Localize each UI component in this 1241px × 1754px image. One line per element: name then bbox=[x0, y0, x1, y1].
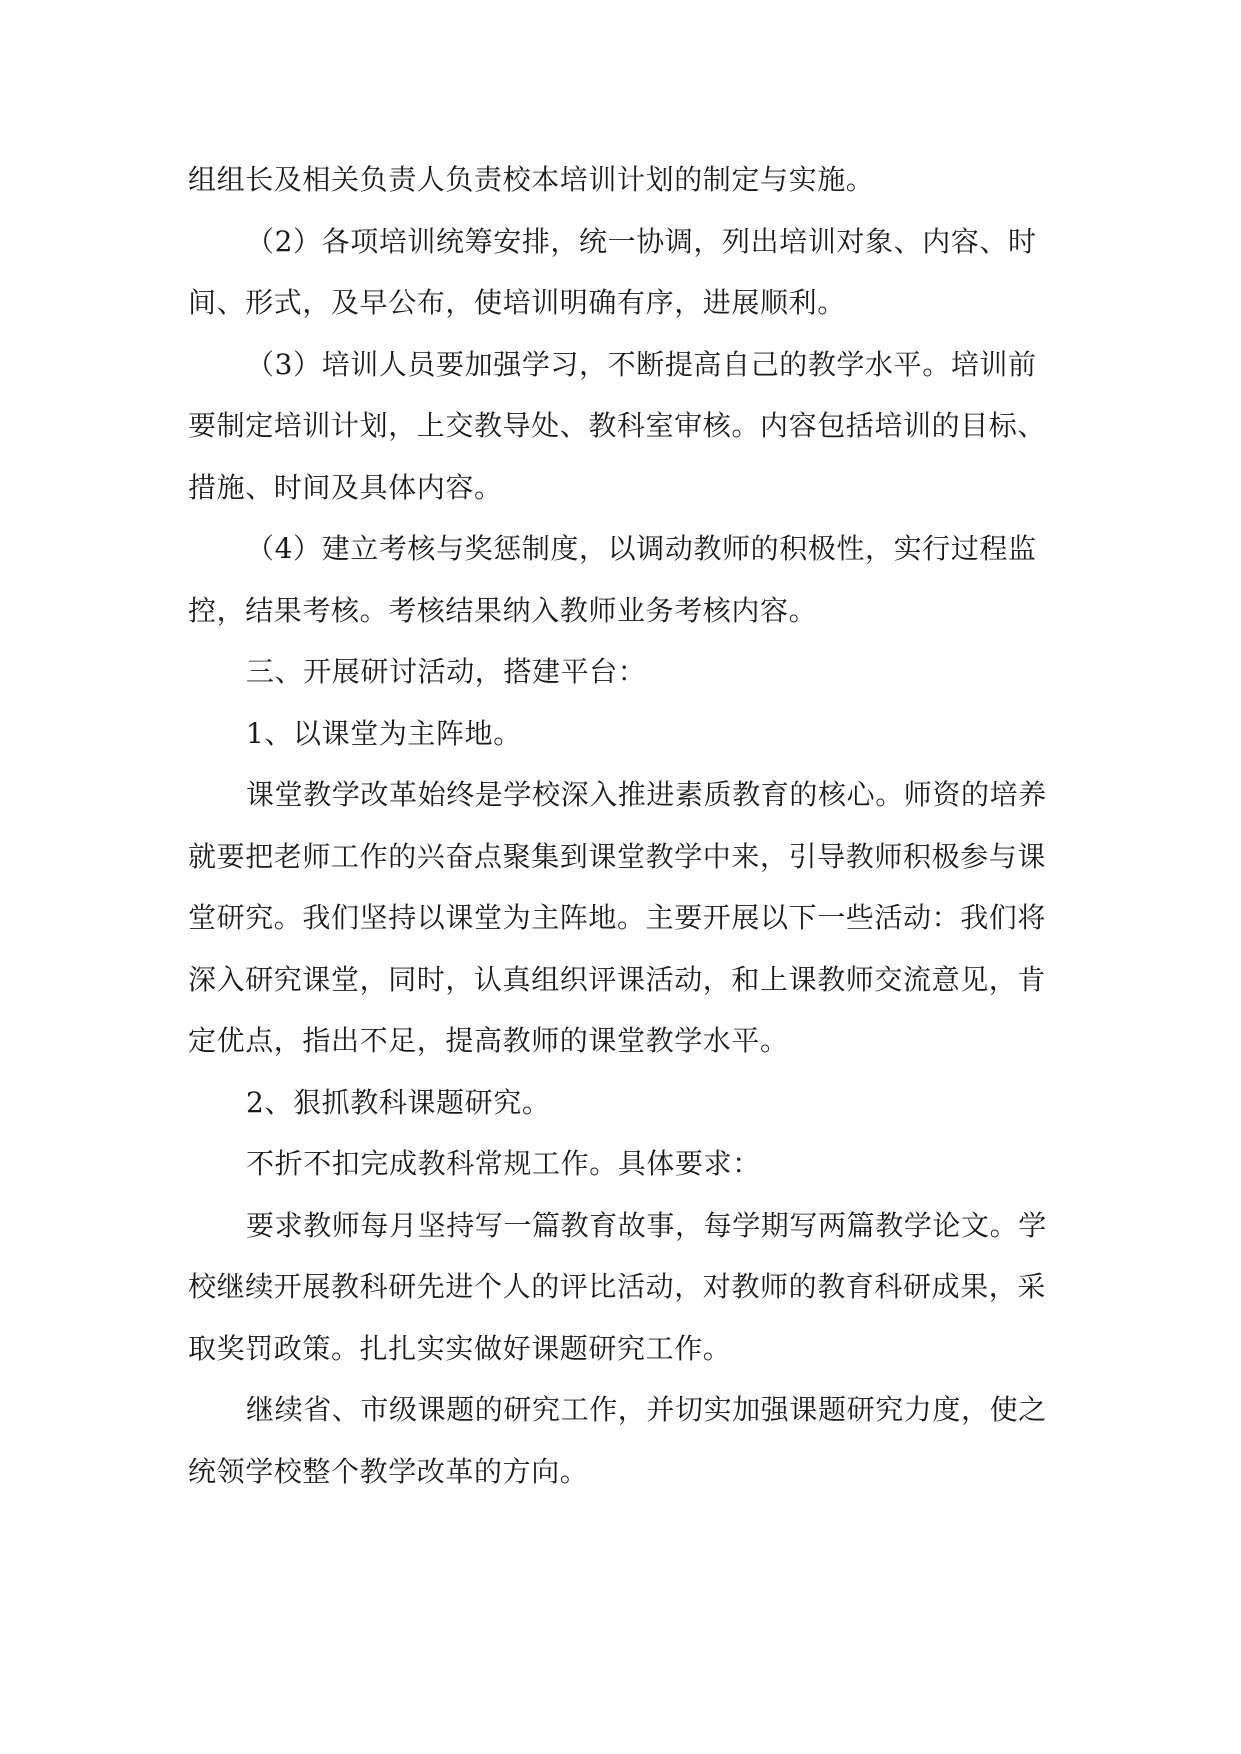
paragraph-item-3 bbox=[188, 343, 1068, 528]
paragraph-classroom bbox=[188, 773, 1068, 1081]
text-line: 措施、时间及具体内容。 bbox=[188, 470, 503, 504]
text-line: 组组长及相关负责人负责校本培训计划的制定与实施。 bbox=[188, 163, 875, 196]
text-line: （2）各项培训统筹安排，统一协调，列出培训对象、内容、时 bbox=[246, 224, 1037, 258]
subsection-heading-1 bbox=[188, 712, 1068, 774]
paragraph-requirements-intro bbox=[188, 1142, 1068, 1204]
text-line: 校继续开展教科研先进个人的评比活动，对教师的教育科研成果，采 bbox=[188, 1270, 1047, 1303]
text-line: 课堂教学改革始终是学校深入推进素质教育的核心。师资的培养 bbox=[246, 778, 1047, 811]
text-line: 继续省、市级课题的研究工作，并切实加强课题研究力度，使之 bbox=[246, 1393, 1047, 1426]
text-line: 定优点，指出不足，提高教师的课堂教学水平。 bbox=[188, 1024, 789, 1057]
subsection-heading-2 bbox=[188, 1081, 1068, 1143]
text-line: 要制定培训计划，上交教导处、教科室审核。内容包括培训的目标、 bbox=[188, 409, 1047, 442]
paragraph-item-4 bbox=[188, 527, 1068, 650]
text-line: 不折不扣完成教科常规工作。具体要求： bbox=[246, 1147, 761, 1180]
text-line: 就要把老师工作的兴奋点聚集到课堂教学中来，引导教师积极参与课 bbox=[188, 839, 1047, 873]
subsection-heading-text: 1、以课堂为主阵地。 bbox=[246, 716, 522, 750]
subsection-heading-text: 2、狠抓教科课题研究。 bbox=[246, 1085, 551, 1119]
paragraph-continuation bbox=[188, 158, 1068, 220]
paragraph-requirements bbox=[188, 1204, 1068, 1389]
text-line: （3）培训人员要加强学习，不断提高自己的教学水平。培训前 bbox=[246, 347, 1037, 381]
text-line: 间、形式，及早公布，使培训明确有序，进展顺利。 bbox=[188, 286, 846, 319]
text-line: 统领学校整个教学改革的方向。 bbox=[188, 1454, 589, 1488]
text-line: 取奖罚政策。扎扎实实做好课题研究工作。 bbox=[188, 1331, 732, 1365]
paragraph-item-2 bbox=[188, 220, 1068, 343]
section-heading-text: 三、开展研讨活动，搭建平台： bbox=[246, 655, 647, 688]
text-line: 深入研究课堂，同时，认真组织评课活动，和上课教师交流意见，肯 bbox=[188, 962, 1047, 996]
text-line: 控，结果考核。考核结果纳入教师业务考核内容。 bbox=[188, 593, 818, 627]
text-line: （4）建立考核与奖惩制度，以调动教师的积极性，实行过程监 bbox=[246, 532, 1037, 565]
section-heading-3 bbox=[188, 650, 1068, 712]
text-line: 要求教师每月坚持写一篇教育故事，每学期写两篇教学论文。学 bbox=[246, 1208, 1047, 1242]
text-line: 堂研究。我们坚持以课堂为主阵地。主要开展以下一些活动：我们将 bbox=[188, 901, 1047, 934]
paragraph-research bbox=[188, 1388, 1068, 1511]
document-body bbox=[188, 158, 1068, 1511]
